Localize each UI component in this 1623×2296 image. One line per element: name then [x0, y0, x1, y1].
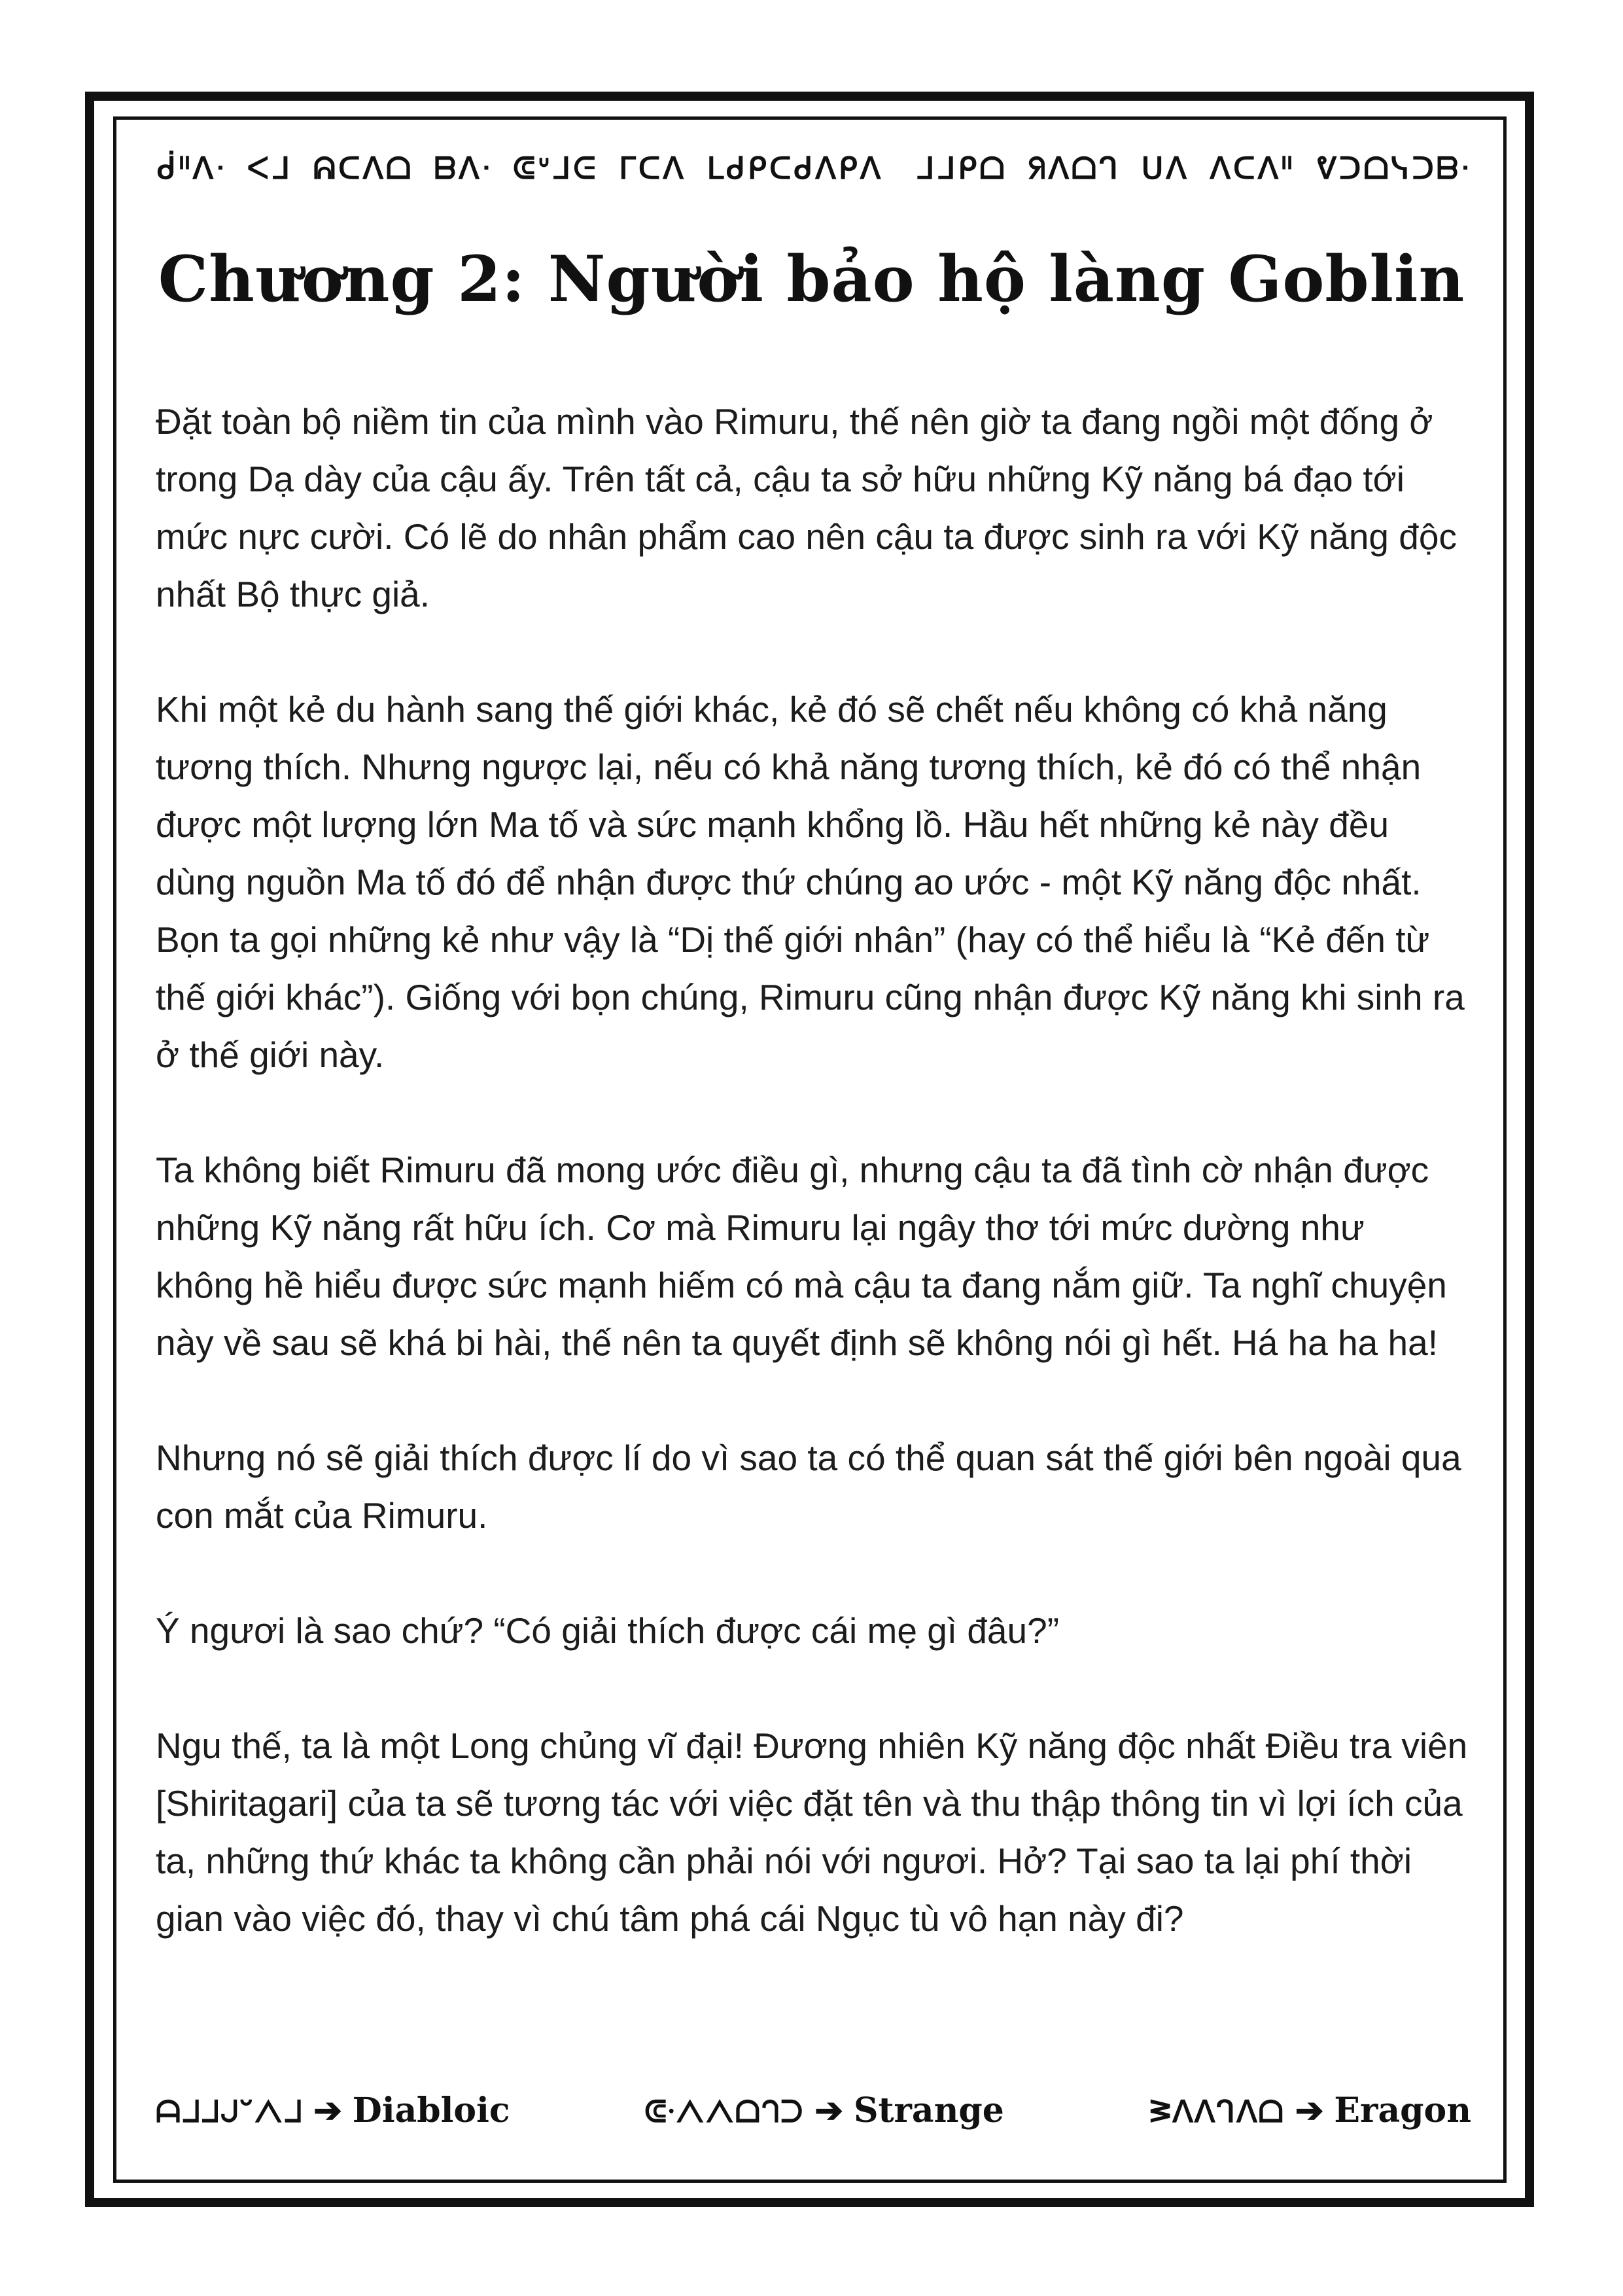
arrow-right-icon: ➔ — [814, 2091, 843, 2130]
footer-legend-strange — [644, 2091, 1004, 2130]
paragraph: Ngu thế, ta là một Long chủng vĩ đại! Đương nhiên Kỹ năng độc nhất Điều tra viên [Shiritagari] của ta sẽ tương tác với việc đặt tên và thu thập thông tin vì lợi ích của ta, những thứ khác ta không cần phải nói với ngươi. Hở? Tại sao ta lại phí thời gian vào việc đó, thay vì chú tâm phá cái Ngục tù vô hạn này đi? — [156, 1725, 1468, 1939]
paragraph: Ta không biết Rimuru đã mong ước điều gì, nhưng cậu ta đã tình cờ nhận được những Kỹ năng rất hữu ích. Cơ mà Rimuru lại ngây thơ tới mức dường như không hề hiểu được sức mạnh hiếm có mà cậu ta đang nắm giữ. Ta nghĩ chuyện này về sau sẽ khá bi hài, thế nên ta quyết định sẽ không nói gì hết. Há ha ha ha! — [156, 1150, 1447, 1363]
paragraph: Ý ngươi là sao chứ? “Có giải thích được cái mẹ gì đâu?” — [156, 1610, 1060, 1651]
legend-name: Diabloic — [352, 2091, 510, 2130]
arrow-right-icon: ➔ — [313, 2091, 342, 2130]
chapter-body — [156, 393, 1471, 2005]
footer-legend-diabloic — [156, 2091, 510, 2130]
footer-legend-eragon — [1149, 2091, 1471, 2130]
legend-name: Eragon — [1334, 2091, 1471, 2130]
paragraph: Đặt toàn bộ niềm tin của mình vào Rimuru, thế nên giờ ta đang ngồi một đống ở trong Dạ dày của cậu ấy. Trên tất cả, cậu ta sở hữu những Kỹ năng bá đạo tới mức nực cười. Có lẽ do nhân phẩm cao nên cậu ta được sinh ra với Kỹ năng độc nhất Bộ thực giả. — [156, 401, 1457, 614]
header-runes-right: ᒧᒧᑭᗝ ᖆᐱᗝᒉ ᑌᐱ ᐱᑕᐱᐦ ᕓᑐᗝᓭᑐᗷᐧ — [916, 150, 1471, 186]
legend-runes: ᗩᒧᒧᒍᐡᐱᒧ — [156, 2094, 304, 2129]
legend-runes: ᕳᐧᐱᐱᗝᒉᑐ — [644, 2094, 805, 2129]
legend-name: Strange — [853, 2091, 1004, 2130]
header-runes-left: ᑰᐦᐱᐧ ᐸᒧ ᕱᑕᐱᗝ ᗷᐱᐧ ᕳᐡᒧᕮ ᒥᑕᐱ ᒪᑯᑭᑕᑯᐱᑭᐱ — [157, 150, 884, 186]
paragraph: Khi một kẻ du hành sang thế giới khác, kẻ đó sẽ chết nếu không có khả năng tương thích. Nhưng ngược lại, nếu có khả năng tương thích, kẻ đó có thể nhận được một lượng lớn Ma tố và sức mạnh khổng lồ. Hầu hết những kẻ này đều dùng nguồn Ma tố đó để nhận được thứ chúng ao ước - một Kỹ năng độc nhất. Bọn ta gọi những kẻ như vậy là “Dị thế giới nhân” (hay có thể hiểu là “Kẻ đến từ thế giới khác”). Giống với bọn chúng, Rimuru cũng nhận được Kỹ năng khi sinh ra ở thế giới này. — [156, 689, 1465, 1075]
chapter-title: Chương 2: Người bảo hộ làng Goblin — [158, 242, 1465, 316]
paragraph: Nhưng nó sẽ giải thích được lí do vì sao ta có thể quan sát thế giới bên ngoài qua con mắt của Rimuru. — [156, 1438, 1461, 1536]
arrow-right-icon: ➔ — [1295, 2091, 1324, 2130]
legend-runes: ᕒᐱᐱᒉᐱᗝ — [1149, 2094, 1285, 2129]
